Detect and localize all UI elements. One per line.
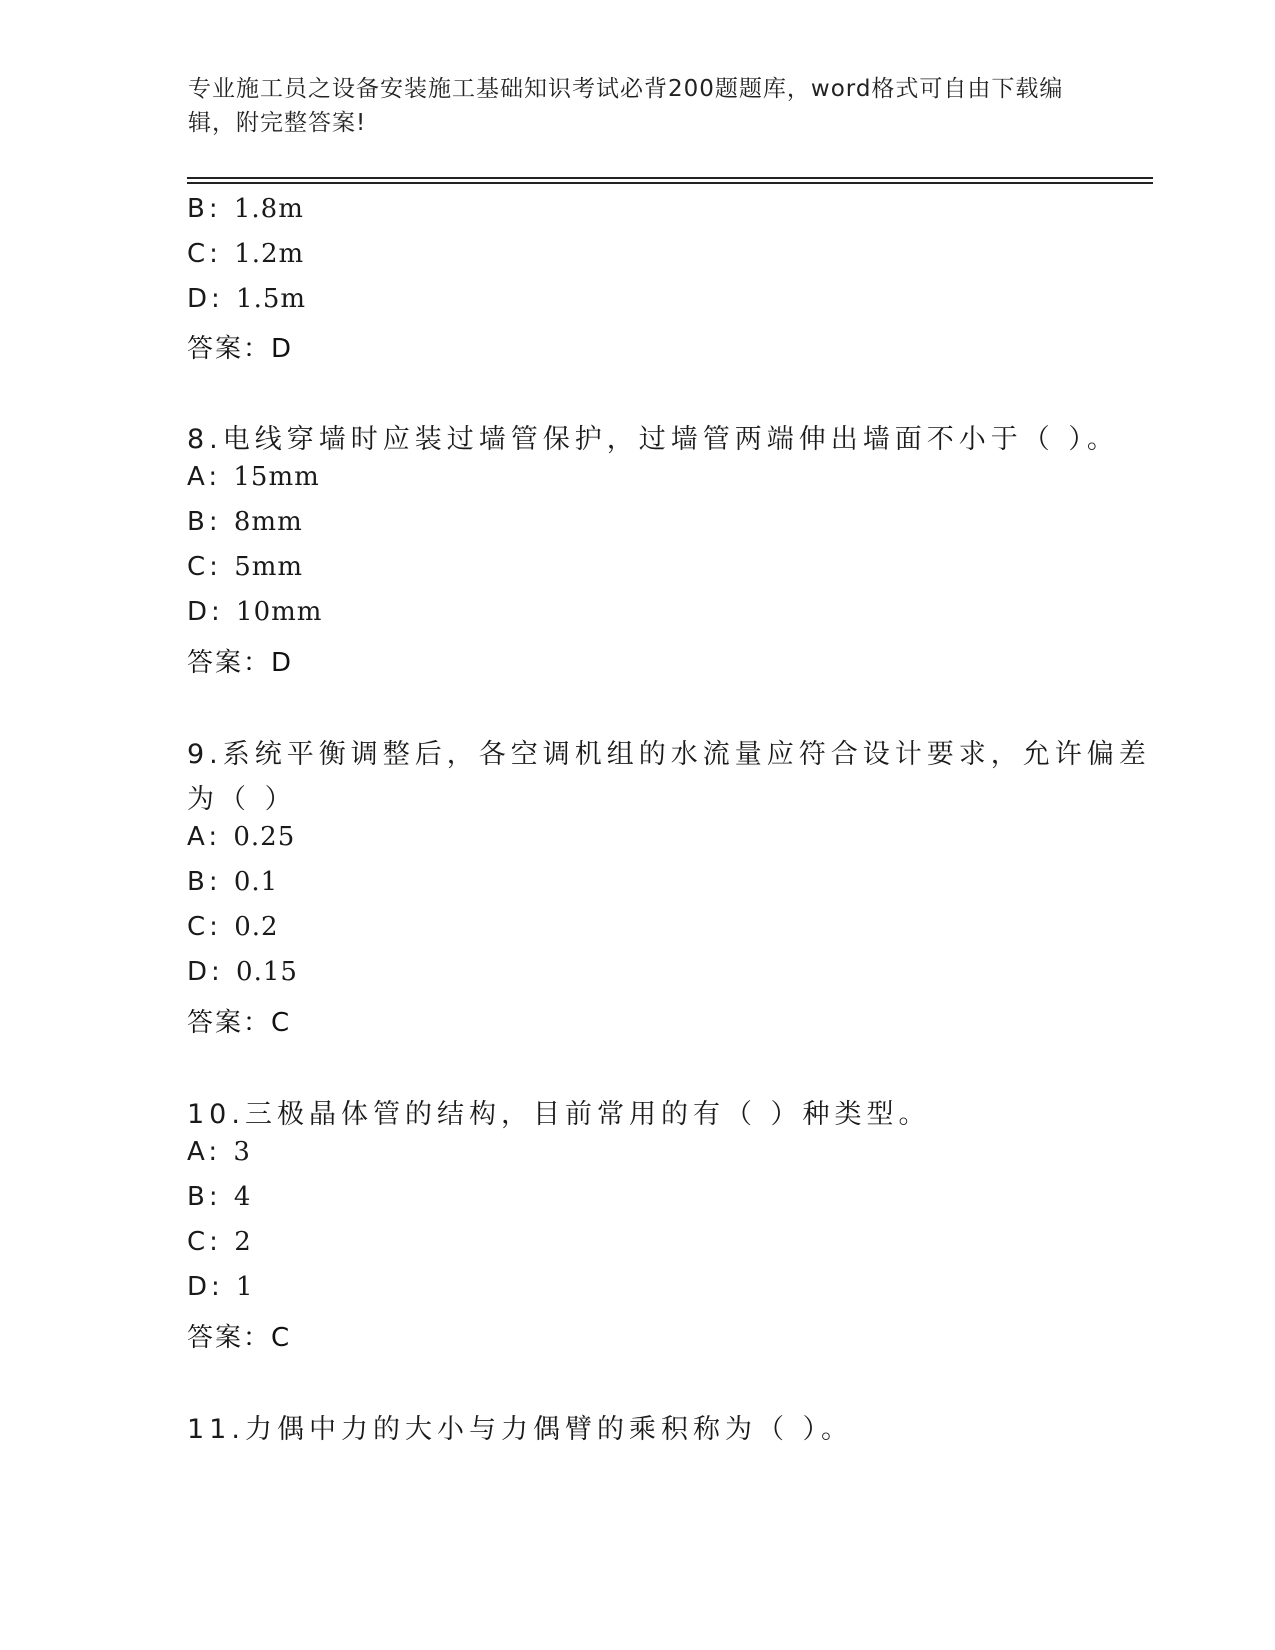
q8-option-a — [187, 462, 320, 492]
q8-option-b — [187, 507, 303, 537]
option-text: 15mm — [233, 462, 320, 492]
option-c — [187, 239, 304, 269]
option-text: 8mm — [233, 507, 303, 537]
q10-option-b — [187, 1182, 251, 1212]
option-d — [187, 284, 306, 314]
option-label: D: — [187, 597, 224, 627]
q9-option-c — [187, 912, 279, 942]
option-label: D: — [187, 1272, 224, 1302]
document-title: 专业施工员之设备安装施工基础知识考试必背200题题库，word格式可自由下载编辑，附完整答案! — [188, 76, 1064, 136]
header-divider-top — [187, 177, 1153, 179]
q8-option-c — [187, 552, 303, 582]
option-label: A: — [187, 462, 222, 492]
question-9-line-1 — [187, 732, 1151, 771]
question-11 — [187, 1407, 853, 1446]
option-label: C: — [187, 552, 222, 582]
option-label: B: — [187, 194, 222, 224]
question-text: 9.系统平衡调整后，各空调机组的水流量应符合设计要求，允许偏差 — [187, 739, 1151, 770]
option-label: C: — [187, 1227, 222, 1257]
option-label: A: — [187, 1137, 222, 1167]
question-text: 11.力偶中力的大小与力偶臂的乘积称为（ ）。 — [187, 1414, 854, 1445]
answer-label: 答案： — [187, 648, 272, 678]
q9-answer — [187, 1002, 289, 1039]
option-text: 0.2 — [234, 912, 279, 942]
question-text: 为（ ） — [187, 784, 297, 815]
answer-value: D — [271, 334, 292, 364]
q9-option-d — [187, 957, 298, 987]
option-label: C: — [187, 912, 222, 942]
q10-option-d — [187, 1272, 254, 1302]
question-text: 10.三极晶体管的结构，目前常用的有（ ）种类型。 — [187, 1099, 931, 1130]
document-header — [188, 72, 1088, 140]
option-text: 1.2m — [234, 239, 305, 269]
q9-option-a — [187, 822, 295, 852]
q10-answer — [187, 1317, 289, 1354]
q10-option-c — [187, 1227, 252, 1257]
option-text: 0.1 — [233, 867, 279, 897]
option-text: 4 — [233, 1182, 252, 1212]
q10-option-a — [187, 1137, 251, 1167]
option-b — [187, 194, 304, 224]
option-label: B: — [187, 867, 222, 897]
q8-answer — [187, 642, 291, 679]
option-label: B: — [187, 507, 222, 537]
option-text: 0.25 — [233, 822, 296, 852]
option-label: A: — [187, 822, 222, 852]
header-divider-bottom — [187, 182, 1153, 184]
answer-value: C — [271, 1323, 290, 1353]
option-label: C: — [187, 239, 222, 269]
answer-label: 答案： — [187, 1323, 272, 1353]
option-label: D: — [187, 284, 224, 314]
option-text: 10mm — [236, 597, 323, 627]
option-label: D: — [187, 957, 224, 987]
option-text: 2 — [234, 1227, 252, 1257]
q9-option-b — [187, 867, 278, 897]
question-9-line-2 — [187, 777, 297, 816]
answer-value: C — [271, 1008, 290, 1038]
option-text: 1.5m — [236, 284, 307, 314]
question-text: 8.电线穿墙时应装过墙管保护，过墙管两端伸出墙面不小于（ ）。 — [187, 424, 1119, 455]
answer-label: 答案： — [187, 1008, 272, 1038]
q8-option-d — [187, 597, 322, 627]
question-10 — [187, 1092, 931, 1131]
option-text: 5mm — [234, 552, 304, 582]
option-text: 0.15 — [236, 957, 298, 987]
answer-label: 答案： — [187, 334, 272, 364]
answer-value: D — [271, 648, 292, 678]
question-8 — [187, 417, 1119, 456]
answer-line — [187, 328, 291, 365]
option-text: 1 — [236, 1272, 254, 1302]
option-text: 3 — [233, 1137, 251, 1167]
option-label: B: — [187, 1182, 222, 1212]
option-text: 1.8m — [233, 194, 304, 224]
